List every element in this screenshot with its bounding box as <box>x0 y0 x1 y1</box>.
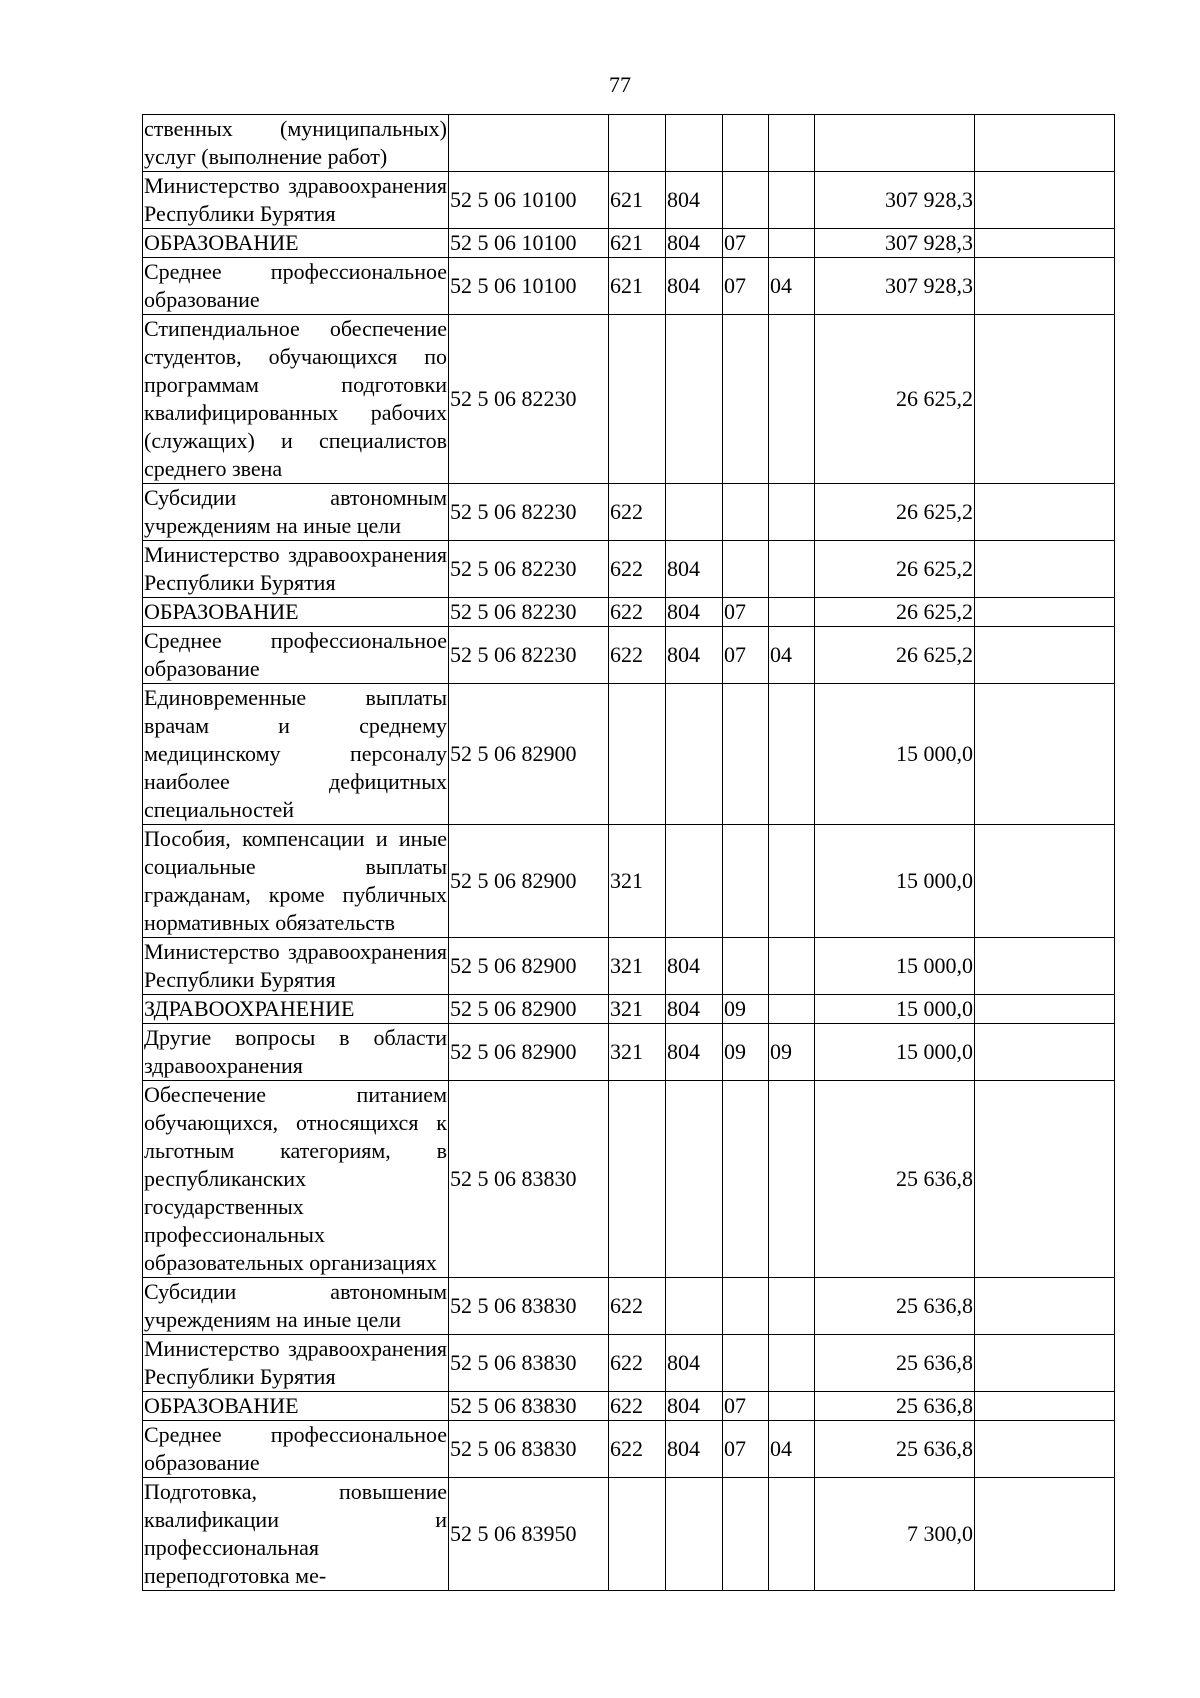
row-extra-cell <box>975 1024 1115 1081</box>
row-code-cell: 52 5 06 82900 <box>449 938 609 995</box>
row-expense-type-cell: 622 <box>609 627 666 684</box>
row-expense-type-cell: 321 <box>609 1024 666 1081</box>
row-admin-code-cell: 804 <box>666 541 723 598</box>
row-subsection-cell: 04 <box>769 1421 815 1478</box>
row-admin-code-cell <box>666 1278 723 1335</box>
table-row <box>143 938 1115 995</box>
row-admin-code-cell: 804 <box>666 995 723 1024</box>
row-extra-cell <box>975 684 1115 825</box>
row-section-cell: 09 <box>723 1024 769 1081</box>
row-section-cell <box>723 825 769 938</box>
row-expense-type-cell: 622 <box>609 598 666 627</box>
row-code-cell: 52 5 06 82230 <box>449 484 609 541</box>
row-expense-type-cell: 622 <box>609 1335 666 1392</box>
budget-table <box>142 114 1115 1591</box>
row-extra-cell <box>975 1392 1115 1421</box>
row-admin-code-cell: 804 <box>666 1392 723 1421</box>
table-row <box>143 1081 1115 1278</box>
row-section-cell <box>723 1335 769 1392</box>
row-section-cell <box>723 1081 769 1278</box>
row-name-cell: Министерство здравоохранения Республики Бурятия <box>143 172 449 229</box>
row-name-cell: Стипендиальное обеспечение студентов, обучающихся по программам подготовки квалифицированных рабочих (служащих) и специалистов среднего звена <box>143 315 449 484</box>
row-section-cell <box>723 1278 769 1335</box>
table-row <box>143 995 1115 1024</box>
table-row <box>143 315 1115 484</box>
table-row <box>143 1421 1115 1478</box>
row-amount-cell: 26 625,2 <box>815 484 975 541</box>
row-name-cell: Обеспечение питанием обучающихся, относящихся к льготным категориям, в республиканских государственных профессиональных образовательных организациях <box>143 1081 449 1278</box>
row-subsection-cell <box>769 315 815 484</box>
row-admin-code-cell <box>666 115 723 172</box>
row-name-cell: ОБРАЗОВАНИЕ <box>143 229 449 258</box>
row-subsection-cell <box>769 541 815 598</box>
row-name-cell: Подготовка, повышение квалификации и профессиональная переподготовка ме- <box>143 1478 449 1591</box>
row-extra-cell <box>975 258 1115 315</box>
row-expense-type-cell: 622 <box>609 484 666 541</box>
row-extra-cell <box>975 1278 1115 1335</box>
row-expense-type-cell: 621 <box>609 258 666 315</box>
row-amount-cell: 307 928,3 <box>815 258 975 315</box>
row-subsection-cell <box>769 995 815 1024</box>
row-expense-type-cell: 321 <box>609 995 666 1024</box>
row-amount-cell: 25 636,8 <box>815 1421 975 1478</box>
row-code-cell: 52 5 06 83950 <box>449 1478 609 1591</box>
row-code-cell: 52 5 06 82230 <box>449 598 609 627</box>
row-section-cell <box>723 684 769 825</box>
row-subsection-cell <box>769 1478 815 1591</box>
row-name-cell: Пособия, компенсации и иные социальные выплаты гражданам, кроме публичных нормативных обязательств <box>143 825 449 938</box>
row-amount-cell: 307 928,3 <box>815 172 975 229</box>
row-expense-type-cell <box>609 315 666 484</box>
row-subsection-cell <box>769 1335 815 1392</box>
table-row <box>143 1024 1115 1081</box>
row-expense-type-cell <box>609 1081 666 1278</box>
table-row <box>143 1335 1115 1392</box>
row-code-cell: 52 5 06 10100 <box>449 172 609 229</box>
row-extra-cell <box>975 229 1115 258</box>
budget-table-body <box>143 115 1115 1591</box>
row-admin-code-cell <box>666 484 723 541</box>
row-amount-cell: 7 300,0 <box>815 1478 975 1591</box>
row-name-cell: ОБРАЗОВАНИЕ <box>143 598 449 627</box>
table-row <box>143 1278 1115 1335</box>
row-section-cell: 07 <box>723 1421 769 1478</box>
row-code-cell: 52 5 06 82230 <box>449 627 609 684</box>
row-extra-cell <box>975 1335 1115 1392</box>
row-section-cell: 07 <box>723 598 769 627</box>
row-admin-code-cell: 804 <box>666 1335 723 1392</box>
row-expense-type-cell: 622 <box>609 541 666 598</box>
row-section-cell <box>723 115 769 172</box>
row-name-cell: Министерство здравоохранения Республики Бурятия <box>143 1335 449 1392</box>
table-row <box>143 1392 1115 1421</box>
row-code-cell: 52 5 06 82900 <box>449 1024 609 1081</box>
row-name-cell: Среднее профессиональное образование <box>143 627 449 684</box>
row-amount-cell: 26 625,2 <box>815 627 975 684</box>
table-row <box>143 484 1115 541</box>
table-row <box>143 684 1115 825</box>
row-subsection-cell: 04 <box>769 627 815 684</box>
row-admin-code-cell <box>666 1081 723 1278</box>
row-amount-cell: 25 636,8 <box>815 1081 975 1278</box>
table-row <box>143 541 1115 598</box>
row-amount-cell: 25 636,8 <box>815 1335 975 1392</box>
row-name-cell: Единовременные выплаты врачам и среднему медицинскому персоналу наиболее дефицитных специальностей <box>143 684 449 825</box>
row-section-cell <box>723 172 769 229</box>
row-admin-code-cell <box>666 1478 723 1591</box>
row-extra-cell <box>975 825 1115 938</box>
row-expense-type-cell: 321 <box>609 938 666 995</box>
row-name-cell: Субсидии автономным учреждениям на иные цели <box>143 484 449 541</box>
row-amount-cell: 15 000,0 <box>815 938 975 995</box>
row-admin-code-cell: 804 <box>666 229 723 258</box>
row-expense-type-cell: 321 <box>609 825 666 938</box>
row-name-cell: Министерство здравоохранения Республики Бурятия <box>143 541 449 598</box>
row-amount-cell: 15 000,0 <box>815 684 975 825</box>
row-extra-cell <box>975 1478 1115 1591</box>
row-section-cell <box>723 484 769 541</box>
row-extra-cell <box>975 541 1115 598</box>
row-amount-cell: 15 000,0 <box>815 1024 975 1081</box>
row-extra-cell <box>975 938 1115 995</box>
row-name-cell: ЗДРАВООХРАНЕНИЕ <box>143 995 449 1024</box>
row-name-cell: Среднее профессиональное образование <box>143 1421 449 1478</box>
row-amount-cell: 26 625,2 <box>815 598 975 627</box>
row-subsection-cell <box>769 684 815 825</box>
row-code-cell: 52 5 06 83830 <box>449 1335 609 1392</box>
row-extra-cell <box>975 315 1115 484</box>
row-amount-cell <box>815 115 975 172</box>
row-admin-code-cell: 804 <box>666 258 723 315</box>
row-expense-type-cell: 622 <box>609 1392 666 1421</box>
row-subsection-cell <box>769 172 815 229</box>
row-admin-code-cell: 804 <box>666 1421 723 1478</box>
row-name-cell: Другие вопросы в области здравоохранения <box>143 1024 449 1081</box>
table-row <box>143 627 1115 684</box>
row-section-cell <box>723 938 769 995</box>
row-expense-type-cell <box>609 1478 666 1591</box>
table-row <box>143 1478 1115 1591</box>
row-name-cell: Министерство здравоохранения Республики Бурятия <box>143 938 449 995</box>
table-row <box>143 598 1115 627</box>
row-code-cell: 52 5 06 83830 <box>449 1392 609 1421</box>
table-row <box>143 258 1115 315</box>
row-extra-cell <box>975 484 1115 541</box>
row-expense-type-cell <box>609 684 666 825</box>
row-section-cell <box>723 315 769 484</box>
row-section-cell: 07 <box>723 1392 769 1421</box>
row-extra-cell <box>975 1421 1115 1478</box>
table-row <box>143 825 1115 938</box>
row-subsection-cell <box>769 598 815 627</box>
row-admin-code-cell: 804 <box>666 938 723 995</box>
row-code-cell: 52 5 06 83830 <box>449 1081 609 1278</box>
row-name-cell: Среднее профессиональное образование <box>143 258 449 315</box>
row-name-cell: ОБРАЗОВАНИЕ <box>143 1392 449 1421</box>
row-subsection-cell <box>769 938 815 995</box>
row-admin-code-cell: 804 <box>666 1024 723 1081</box>
row-code-cell: 52 5 06 82900 <box>449 995 609 1024</box>
row-code-cell: 52 5 06 82230 <box>449 541 609 598</box>
row-name-cell: Субсидии автономным учреждениям на иные цели <box>143 1278 449 1335</box>
row-code-cell: 52 5 06 83830 <box>449 1421 609 1478</box>
table-row <box>143 172 1115 229</box>
row-admin-code-cell: 804 <box>666 172 723 229</box>
row-name-cell: ственных (муниципальных) услуг (выполнение работ) <box>143 115 449 172</box>
page-number: 77 <box>609 72 631 97</box>
row-admin-code-cell <box>666 825 723 938</box>
row-expense-type-cell: 621 <box>609 172 666 229</box>
row-subsection-cell: 04 <box>769 258 815 315</box>
row-subsection-cell: 09 <box>769 1024 815 1081</box>
row-code-cell: 52 5 06 83830 <box>449 1278 609 1335</box>
row-admin-code-cell: 804 <box>666 627 723 684</box>
row-section-cell: 09 <box>723 995 769 1024</box>
row-section-cell <box>723 541 769 598</box>
row-subsection-cell <box>769 1278 815 1335</box>
row-subsection-cell <box>769 229 815 258</box>
row-code-cell: 52 5 06 82230 <box>449 315 609 484</box>
row-code-cell: 52 5 06 10100 <box>449 229 609 258</box>
row-amount-cell: 25 636,8 <box>815 1392 975 1421</box>
row-subsection-cell <box>769 1081 815 1278</box>
row-amount-cell: 307 928,3 <box>815 229 975 258</box>
row-code-cell: 52 5 06 10100 <box>449 258 609 315</box>
row-extra-cell <box>975 598 1115 627</box>
row-subsection-cell <box>769 115 815 172</box>
row-amount-cell: 15 000,0 <box>815 995 975 1024</box>
row-expense-type-cell: 621 <box>609 229 666 258</box>
row-expense-type-cell: 622 <box>609 1278 666 1335</box>
row-amount-cell: 25 636,8 <box>815 1278 975 1335</box>
row-extra-cell <box>975 172 1115 229</box>
row-admin-code-cell <box>666 684 723 825</box>
row-amount-cell: 15 000,0 <box>815 825 975 938</box>
table-row <box>143 115 1115 172</box>
row-section-cell: 07 <box>723 258 769 315</box>
row-code-cell: 52 5 06 82900 <box>449 684 609 825</box>
row-amount-cell: 26 625,2 <box>815 541 975 598</box>
row-extra-cell <box>975 995 1115 1024</box>
row-expense-type-cell: 622 <box>609 1421 666 1478</box>
row-expense-type-cell <box>609 115 666 172</box>
row-extra-cell <box>975 115 1115 172</box>
row-admin-code-cell <box>666 315 723 484</box>
table-row <box>143 229 1115 258</box>
row-subsection-cell <box>769 1392 815 1421</box>
row-section-cell: 07 <box>723 627 769 684</box>
row-extra-cell <box>975 1081 1115 1278</box>
row-section-cell: 07 <box>723 229 769 258</box>
row-subsection-cell <box>769 484 815 541</box>
row-admin-code-cell: 804 <box>666 598 723 627</box>
row-amount-cell: 26 625,2 <box>815 315 975 484</box>
row-extra-cell <box>975 627 1115 684</box>
row-code-cell: 52 5 06 82900 <box>449 825 609 938</box>
row-section-cell <box>723 1478 769 1591</box>
row-subsection-cell <box>769 825 815 938</box>
row-code-cell <box>449 115 609 172</box>
